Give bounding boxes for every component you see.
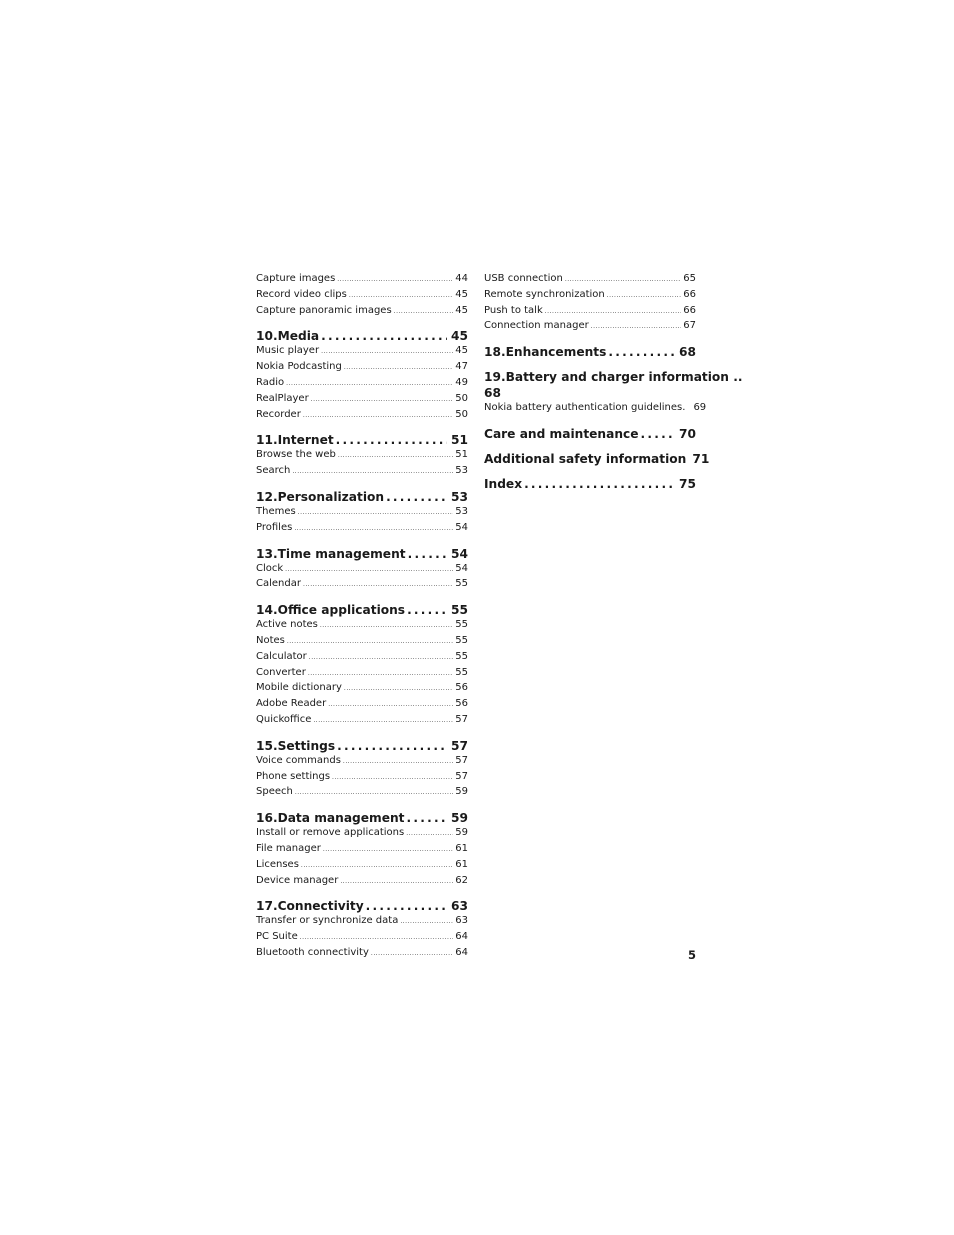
toc-entry[interactable] — [256, 634, 468, 650]
dot-leader — [349, 288, 453, 304]
toc-entry[interactable] — [256, 770, 468, 786]
toc-heading[interactable] — [484, 476, 696, 492]
toc-entry[interactable] — [484, 288, 696, 304]
toc-entry-page: 55 — [455, 578, 468, 590]
toc-section — [256, 489, 468, 537]
toc-entry-page: 45 — [455, 345, 468, 357]
toc-entry-title: Connection manager — [484, 320, 589, 332]
dot-leader — [298, 505, 454, 521]
toc-entry-title: Licenses — [256, 858, 299, 870]
toc-section — [256, 272, 468, 319]
toc-entry-page: 57 — [455, 770, 468, 782]
toc-heading-title: 14.Office applications — [256, 603, 406, 618]
dot-leader — [285, 562, 453, 578]
toc-entry-page: 55 — [455, 650, 468, 662]
toc-entry-page: 62 — [455, 874, 468, 886]
toc-entry-title: RealPlayer — [256, 392, 309, 404]
toc-entry[interactable] — [256, 562, 468, 578]
toc-entry-page: 57 — [455, 713, 468, 725]
toc-entry-page: 55 — [455, 666, 468, 678]
toc-heading-page: 70 — [679, 426, 696, 441]
dot-leader — [641, 426, 676, 442]
toc-section — [484, 476, 696, 492]
toc-entry-title: Mobile dictionary — [256, 682, 342, 694]
toc-entry[interactable] — [256, 505, 468, 521]
toc-entry[interactable] — [256, 344, 468, 360]
toc-section — [256, 898, 468, 961]
dot-leader — [292, 464, 453, 480]
toc-heading-title: Index — [484, 476, 523, 491]
toc-entry-title: Capture images — [256, 273, 336, 284]
toc-entry-page: 57 — [455, 754, 468, 766]
toc-entry[interactable] — [256, 288, 468, 304]
toc-entry-page: 64 — [455, 946, 468, 958]
toc-entry-title: Active notes — [256, 619, 318, 631]
dot-leader — [287, 634, 453, 650]
toc-heading[interactable] — [484, 451, 710, 467]
toc-section — [256, 546, 468, 594]
toc-heading[interactable] — [256, 898, 468, 914]
toc-entry-title: Quickoffice — [256, 713, 312, 725]
toc-entry-page: 54 — [455, 521, 468, 533]
toc-entry-page: 65 — [683, 273, 696, 284]
toc-heading-page: 51 — [451, 433, 468, 448]
toc-heading[interactable] — [484, 426, 696, 442]
toc-heading-title: 17.Connectivity — [256, 899, 364, 914]
toc-entry-page: 66 — [683, 304, 696, 316]
toc-heading-page: 45 — [451, 329, 468, 344]
dot-leader — [343, 754, 453, 770]
toc-entry-title: Music player — [256, 345, 320, 357]
dot-leader — [323, 842, 453, 858]
toc-heading-page: 55 — [451, 603, 468, 618]
toc-entry-page: 45 — [455, 288, 468, 300]
dot-leader — [311, 392, 454, 408]
toc-entry[interactable] — [256, 650, 468, 666]
dot-leader — [607, 288, 682, 304]
toc-heading-title: 10.Media — [256, 329, 320, 344]
dot-leader — [300, 930, 454, 946]
toc-heading-page: 71 — [692, 451, 710, 466]
dot-leader — [313, 713, 453, 729]
dot-leader — [406, 826, 453, 842]
toc-heading-title: 16.Data management — [256, 811, 405, 826]
toc-entry[interactable] — [256, 842, 468, 858]
toc-heading[interactable] — [256, 810, 468, 826]
toc-heading-page: 53 — [451, 489, 468, 504]
toc-entry-title: Bluetooth connectivity — [256, 946, 369, 958]
toc-entry-title: Adobe Reader — [256, 698, 327, 710]
dot-leader — [400, 914, 453, 930]
toc-entry[interactable] — [256, 858, 468, 874]
toc-entry[interactable] — [256, 785, 468, 801]
toc-entry-title: Calendar — [256, 578, 301, 590]
toc-entry-title: Phone settings — [256, 770, 331, 782]
toc-section — [256, 810, 468, 889]
toc-heading-page: 68 — [679, 345, 696, 360]
toc-section — [256, 738, 468, 801]
toc-entry[interactable] — [256, 713, 468, 729]
toc-entry-page: 44 — [455, 273, 468, 284]
toc-entry-title: Recorder — [256, 408, 301, 420]
toc-left-column — [256, 272, 468, 971]
toc-entry-title: Device manager — [256, 874, 339, 886]
dot-leader — [321, 344, 453, 360]
toc-entry-page: 55 — [455, 619, 468, 631]
toc-entry-title: Push to talk — [484, 304, 543, 316]
toc-entry[interactable] — [256, 360, 468, 376]
toc-heading-page: 54 — [451, 546, 468, 561]
toc-entry-page: 59 — [455, 827, 468, 839]
toc-entry-page: 45 — [455, 304, 468, 316]
toc-entry-page: 61 — [455, 858, 468, 870]
toc-entry[interactable] — [256, 272, 468, 288]
toc-entry-page: 50 — [455, 392, 468, 404]
dot-leader — [295, 785, 453, 801]
toc-section — [256, 328, 468, 423]
toc-entry[interactable] — [484, 304, 696, 320]
toc-heading[interactable] — [256, 432, 468, 448]
toc-entry-title: Converter — [256, 666, 306, 678]
dot-leader — [337, 272, 453, 288]
toc-entry-title: Notes — [256, 634, 285, 646]
toc-entry-title: Install or remove applications — [256, 827, 405, 839]
toc-section — [484, 272, 696, 335]
toc-entry-page: 64 — [455, 931, 468, 943]
dot-leader — [591, 319, 682, 335]
toc-entry-page: 55 — [455, 634, 468, 646]
toc-heading-page: 75 — [679, 476, 696, 491]
toc-entry-title: Themes — [256, 505, 296, 517]
toc-heading[interactable] — [256, 546, 468, 562]
toc-entry[interactable] — [256, 408, 468, 424]
toc-entry-title: Nokia battery authentication guidelines. — [484, 402, 686, 414]
toc-heading[interactable] — [256, 489, 468, 505]
toc-heading[interactable] — [256, 738, 468, 754]
toc-entry-title: PC Suite — [256, 931, 298, 943]
toc-entry-page: 53 — [455, 505, 468, 517]
toc-entry[interactable] — [256, 392, 468, 408]
toc-section — [484, 344, 696, 360]
toc-heading-title: 11.Internet — [256, 433, 334, 448]
dot-leader — [545, 304, 682, 320]
toc-section — [256, 432, 468, 480]
toc-entry-page: 66 — [683, 288, 696, 300]
dot-leader — [321, 328, 447, 344]
toc-entry[interactable] — [256, 754, 468, 770]
toc-entry[interactable] — [256, 930, 468, 946]
toc-heading[interactable] — [484, 369, 743, 401]
toc-heading[interactable] — [256, 328, 468, 344]
toc-entry[interactable] — [256, 681, 468, 697]
toc-entry-title: Transfer or synchronize data — [256, 915, 399, 927]
toc-entry-title: Radio — [256, 376, 285, 388]
toc-entry[interactable] — [256, 618, 468, 634]
dot-leader — [407, 602, 447, 618]
dot-leader — [608, 344, 675, 360]
toc-entry-title: Capture panoramic images — [256, 304, 392, 316]
toc-heading-title: 13.Time management — [256, 546, 406, 561]
toc-entry[interactable] — [484, 319, 696, 335]
dot-leader — [394, 304, 454, 320]
toc-heading[interactable] — [256, 602, 468, 618]
dot-leader — [328, 697, 453, 713]
toc-entry-page: 50 — [455, 408, 468, 420]
toc-heading-title: Additional safety information — [484, 451, 687, 466]
dot-leader — [294, 521, 453, 537]
toc-entry-title: Profiles — [256, 521, 293, 533]
toc-heading-title: 18.Enhancements — [484, 345, 607, 360]
toc-entry-title: Voice commands — [256, 754, 341, 766]
toc-entry[interactable] — [256, 521, 468, 537]
toc-entry-page: 59 — [455, 786, 468, 798]
toc-entry-page: 53 — [455, 465, 468, 477]
toc-entry[interactable] — [256, 946, 468, 962]
dot-leader — [565, 272, 681, 288]
toc-entry-page: 51 — [455, 449, 468, 461]
toc-heading-title: Care and maintenance — [484, 426, 639, 441]
toc-entry-page: 56 — [455, 698, 468, 710]
toc-entry[interactable] — [256, 448, 468, 464]
dot-leader — [407, 810, 448, 826]
dot-leader — [366, 898, 447, 914]
toc-entry[interactable] — [256, 874, 468, 890]
toc-heading-page: 68 — [484, 386, 501, 401]
toc-entry-page: 67 — [683, 320, 696, 332]
toc-entry-page: 61 — [455, 842, 468, 854]
toc-right-column — [484, 272, 743, 501]
toc-entry[interactable] — [256, 826, 468, 842]
dot-leader — [344, 681, 453, 697]
dot-leader — [340, 874, 453, 890]
dot-leader — [303, 577, 453, 593]
dot-leader — [309, 650, 453, 666]
dot-leader — [371, 946, 453, 962]
toc-entry[interactable] — [256, 697, 468, 713]
dot-leader — [308, 666, 453, 682]
dot-leader — [320, 618, 453, 634]
toc-entry[interactable] — [484, 272, 696, 288]
toc-heading-title: 19.Battery and charger information .. — [484, 370, 743, 385]
dot-leader — [408, 546, 447, 562]
toc-entry-title: USB connection — [484, 273, 563, 284]
dot-leader — [332, 770, 453, 786]
dot-leader — [386, 489, 447, 505]
toc-entry-page: 49 — [455, 376, 468, 388]
toc-entry-page: 69 — [693, 402, 707, 414]
toc-entry-title: File manager — [256, 842, 321, 854]
toc-heading-page: 59 — [451, 811, 468, 826]
toc-entry-page: 47 — [455, 361, 468, 373]
toc-heading-page: 63 — [451, 899, 468, 914]
toc-entry-title: Remote synchronization — [484, 288, 605, 300]
toc-entry-title: Browse the web — [256, 449, 336, 461]
toc-entry[interactable] — [256, 304, 468, 320]
page-number: 5 — [688, 948, 697, 962]
toc-entry-page: 63 — [455, 915, 468, 927]
toc-section — [484, 451, 710, 467]
toc-heading-page: 57 — [451, 738, 468, 753]
toc-entry-title: Calculator — [256, 650, 307, 662]
toc-entry-page: 56 — [455, 682, 468, 694]
toc-entry[interactable] — [256, 376, 468, 392]
dot-leader — [344, 360, 453, 376]
dot-leader — [301, 858, 453, 874]
dot-leader — [336, 432, 447, 448]
toc-entry-title: Record video clips — [256, 288, 347, 300]
toc-entry-title: Nokia Podcasting — [256, 361, 342, 373]
toc-entry[interactable] — [484, 401, 707, 417]
toc-section — [484, 426, 696, 442]
toc-entry-title: Clock — [256, 562, 284, 574]
toc-entry[interactable] — [256, 914, 468, 930]
toc-entry-title: Search — [256, 465, 291, 477]
dot-leader — [337, 738, 447, 754]
toc-section — [256, 602, 468, 729]
toc-entry[interactable] — [256, 666, 468, 682]
dot-leader — [286, 376, 453, 392]
toc-heading-title: 12.Personalization — [256, 489, 385, 504]
toc-entry-page: 54 — [455, 562, 468, 574]
toc-heading-title: 15.Settings — [256, 738, 336, 753]
toc-section — [484, 369, 743, 417]
toc-entry-title: Speech — [256, 786, 293, 798]
toc-entry[interactable] — [256, 577, 468, 593]
dot-leader — [524, 476, 675, 492]
toc-heading[interactable] — [484, 344, 696, 360]
dot-leader — [303, 408, 453, 424]
dot-leader — [338, 448, 453, 464]
toc-entry[interactable] — [256, 464, 468, 480]
